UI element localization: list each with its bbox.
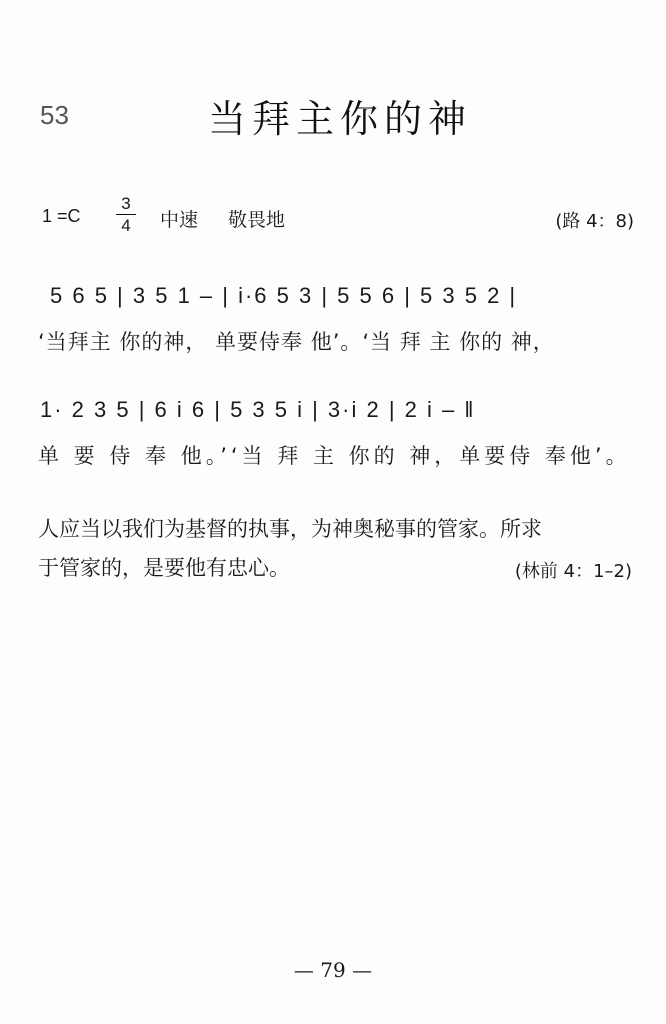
song-number: 53	[40, 100, 69, 130]
notation-line-2: 1· 2 3 5 | 6 i 6 | 5 3 5 i | 3·i 2 | 2 i – ‖	[40, 397, 476, 422]
lyrics-line-2: 单 要 侍 奉 他。’‘当 拜 主 你的 神，单要侍 奉他’。	[38, 444, 631, 468]
time-signature-bar	[116, 214, 136, 215]
song-title: 当拜主你的神	[208, 97, 473, 141]
lyrics-line-1: ‘当拜主 你的神， 单要侍奉 他’。‘当 拜 主 你的 神，	[38, 330, 555, 354]
verse-reference: (林前 4：1–2)	[514, 561, 632, 582]
tempo-marking: 中速	[160, 209, 199, 231]
time-signature-bottom: 4	[121, 216, 131, 235]
verse-text-line-2: 于管家的，是要他有忠心。	[38, 556, 290, 580]
key-signature: 1 =C	[42, 206, 81, 226]
scripture-reference: (路 4：8)	[555, 211, 634, 232]
verse-text-line-1: 人应当以我们为基督的执事，为神奥秘事的管家。所求	[38, 517, 542, 541]
time-signature-top: 3	[121, 194, 131, 213]
notation-line-1: 5 6 5 | 3 5 1 – | i·6 5 3 | 5 5 6 | 5 3 5 2 |	[50, 283, 518, 308]
expression-marking: 敬畏地	[228, 209, 286, 231]
page-number: — 79 —	[293, 958, 373, 982]
time-signature	[116, 194, 136, 235]
